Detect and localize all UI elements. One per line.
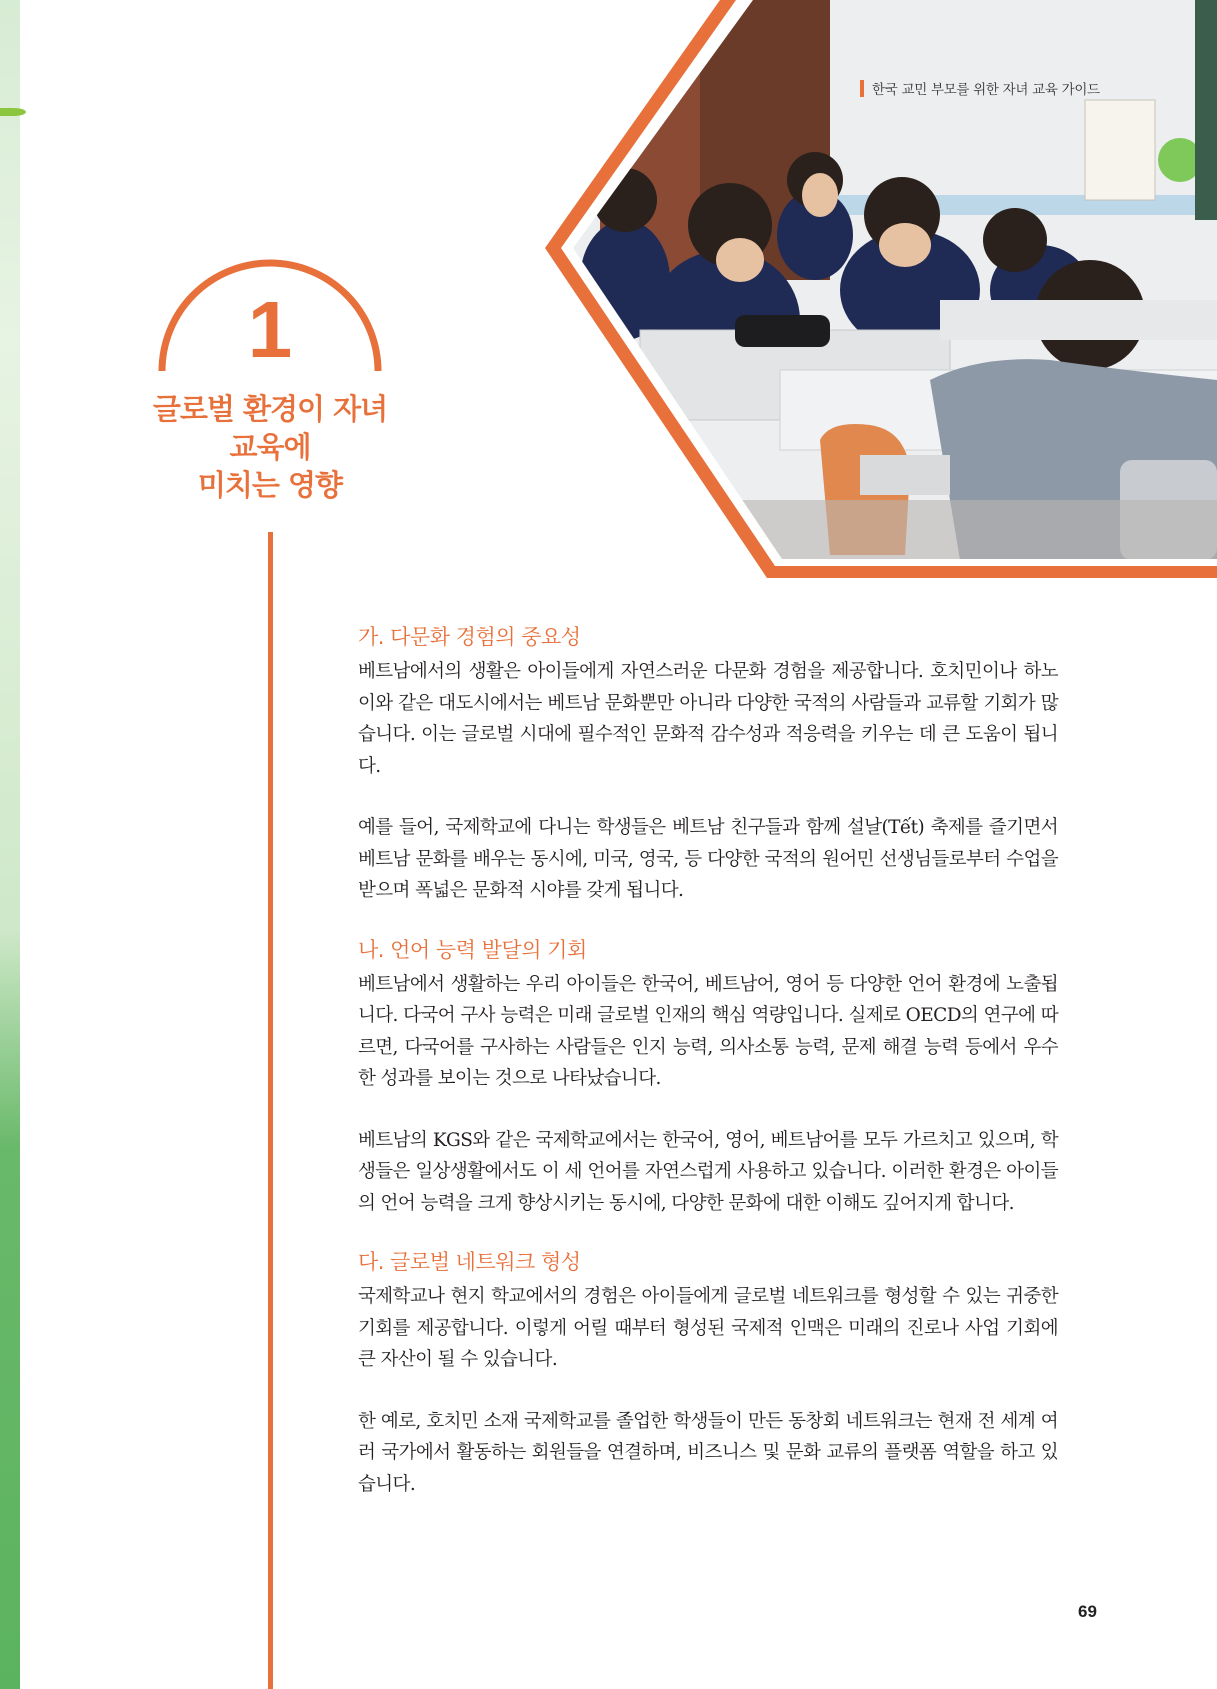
section-multicultural (358, 622, 1058, 907)
header-accent-bar (860, 80, 864, 97)
page-number: 69 (1078, 1602, 1097, 1621)
section-paragraph: 베트남의 KGS와 같은 국제학교에서는 한국어, 영어, 베트남어를 모두 가르치고 있으며, 학생들은 일상생활에서도 이 세 언어를 자연스럽게 사용하고 있습니다. 이러한 환경은 아이들의 언어 능력을 크게 향상시키는 동시에, 다양한 문화에 대한 이해도 깊어지게 합니다. (358, 1129, 1058, 1214)
section-language (358, 935, 1058, 1220)
section-paragraph: 예를 들어, 국제학교에 다니는 학생들은 베트남 친구들과 함께 설날(Tết) 축제를 즐기면서 베트남 문화를 배우는 동시에, 미국, 영국, 등 다양한 국적의 원어민 선생님들로부터 수업을 받으며 폭넓은 문화적 시야를 갖게 됩니다. (358, 817, 1058, 901)
section-title: 가. 다문화 경험의 중요성 (358, 625, 581, 649)
main-content (358, 622, 1058, 1528)
chapter-title (120, 390, 420, 504)
chapter-divider-line (268, 532, 273, 1689)
section-title: 나. 언어 능력 발달의 기회 (358, 937, 587, 962)
running-header: 한국 교민 부모를 위한 자녀 교육 가이드 (872, 82, 1100, 98)
section-network (358, 1247, 1058, 1500)
chapter-title-line: 교육에 (229, 430, 311, 464)
section-paragraph: 한 예로, 호치민 소재 국제학교를 졸업한 학생들이 만든 동창회 네트워크는 현재 전 세계 여러 국가에서 활동하는 회원들을 연결하며, 비즈니스 및 문화 교류의 플랫폼 역할을 하고 있습니다. (358, 1410, 1058, 1495)
section-paragraph: 국제학교나 현지 학교에서의 경험은 아이들에게 글로벌 네트워크를 형성할 수 있는 귀중한 기회를 제공합니다. 이렇게 어릴 때부터 형성된 국제적 인맥은 미래의 진로나 사업 기회에 큰 자산이 될 수 있습니다. (358, 1286, 1058, 1370)
section-paragraph: 베트남에서의 생활은 아이들에게 자연스러운 다문화 경험을 제공합니다. 호치민이나 하노이와 같은 대도시에서는 베트남 문화뿐만 아니라 다양한 국적의 사람들과 교류할 기회가 많습니다. 이는 글로벌 시대에 필수적인 문화적 감수성과 적응력을 키우는 데 큰 도움이 됩니다. (358, 661, 1058, 777)
chapter-title-line: 글로벌 환경이 자녀 (152, 392, 388, 426)
chapter-number: 1 (247, 285, 293, 374)
section-title: 다. 글로벌 네트워크 형성 (358, 1250, 581, 1274)
section-paragraph: 베트남에서 생활하는 우리 아이들은 한국어, 베트남어, 영어 등 다양한 언어 환경에 노출됩니다. 다국어 구사 능력은 미래 글로벌 인재의 핵심 역량입니다. 실제로 OECD의 연구에 따르면, 다국어를 구사하는 사람들은 인지 능력, 의사소통 능력, 문제 해결 능력 등에서 우수한 성과를 보이는 것으로 나타났습니다. (358, 973, 1058, 1089)
chapter-title-line: 미치는 영향 (197, 468, 343, 502)
